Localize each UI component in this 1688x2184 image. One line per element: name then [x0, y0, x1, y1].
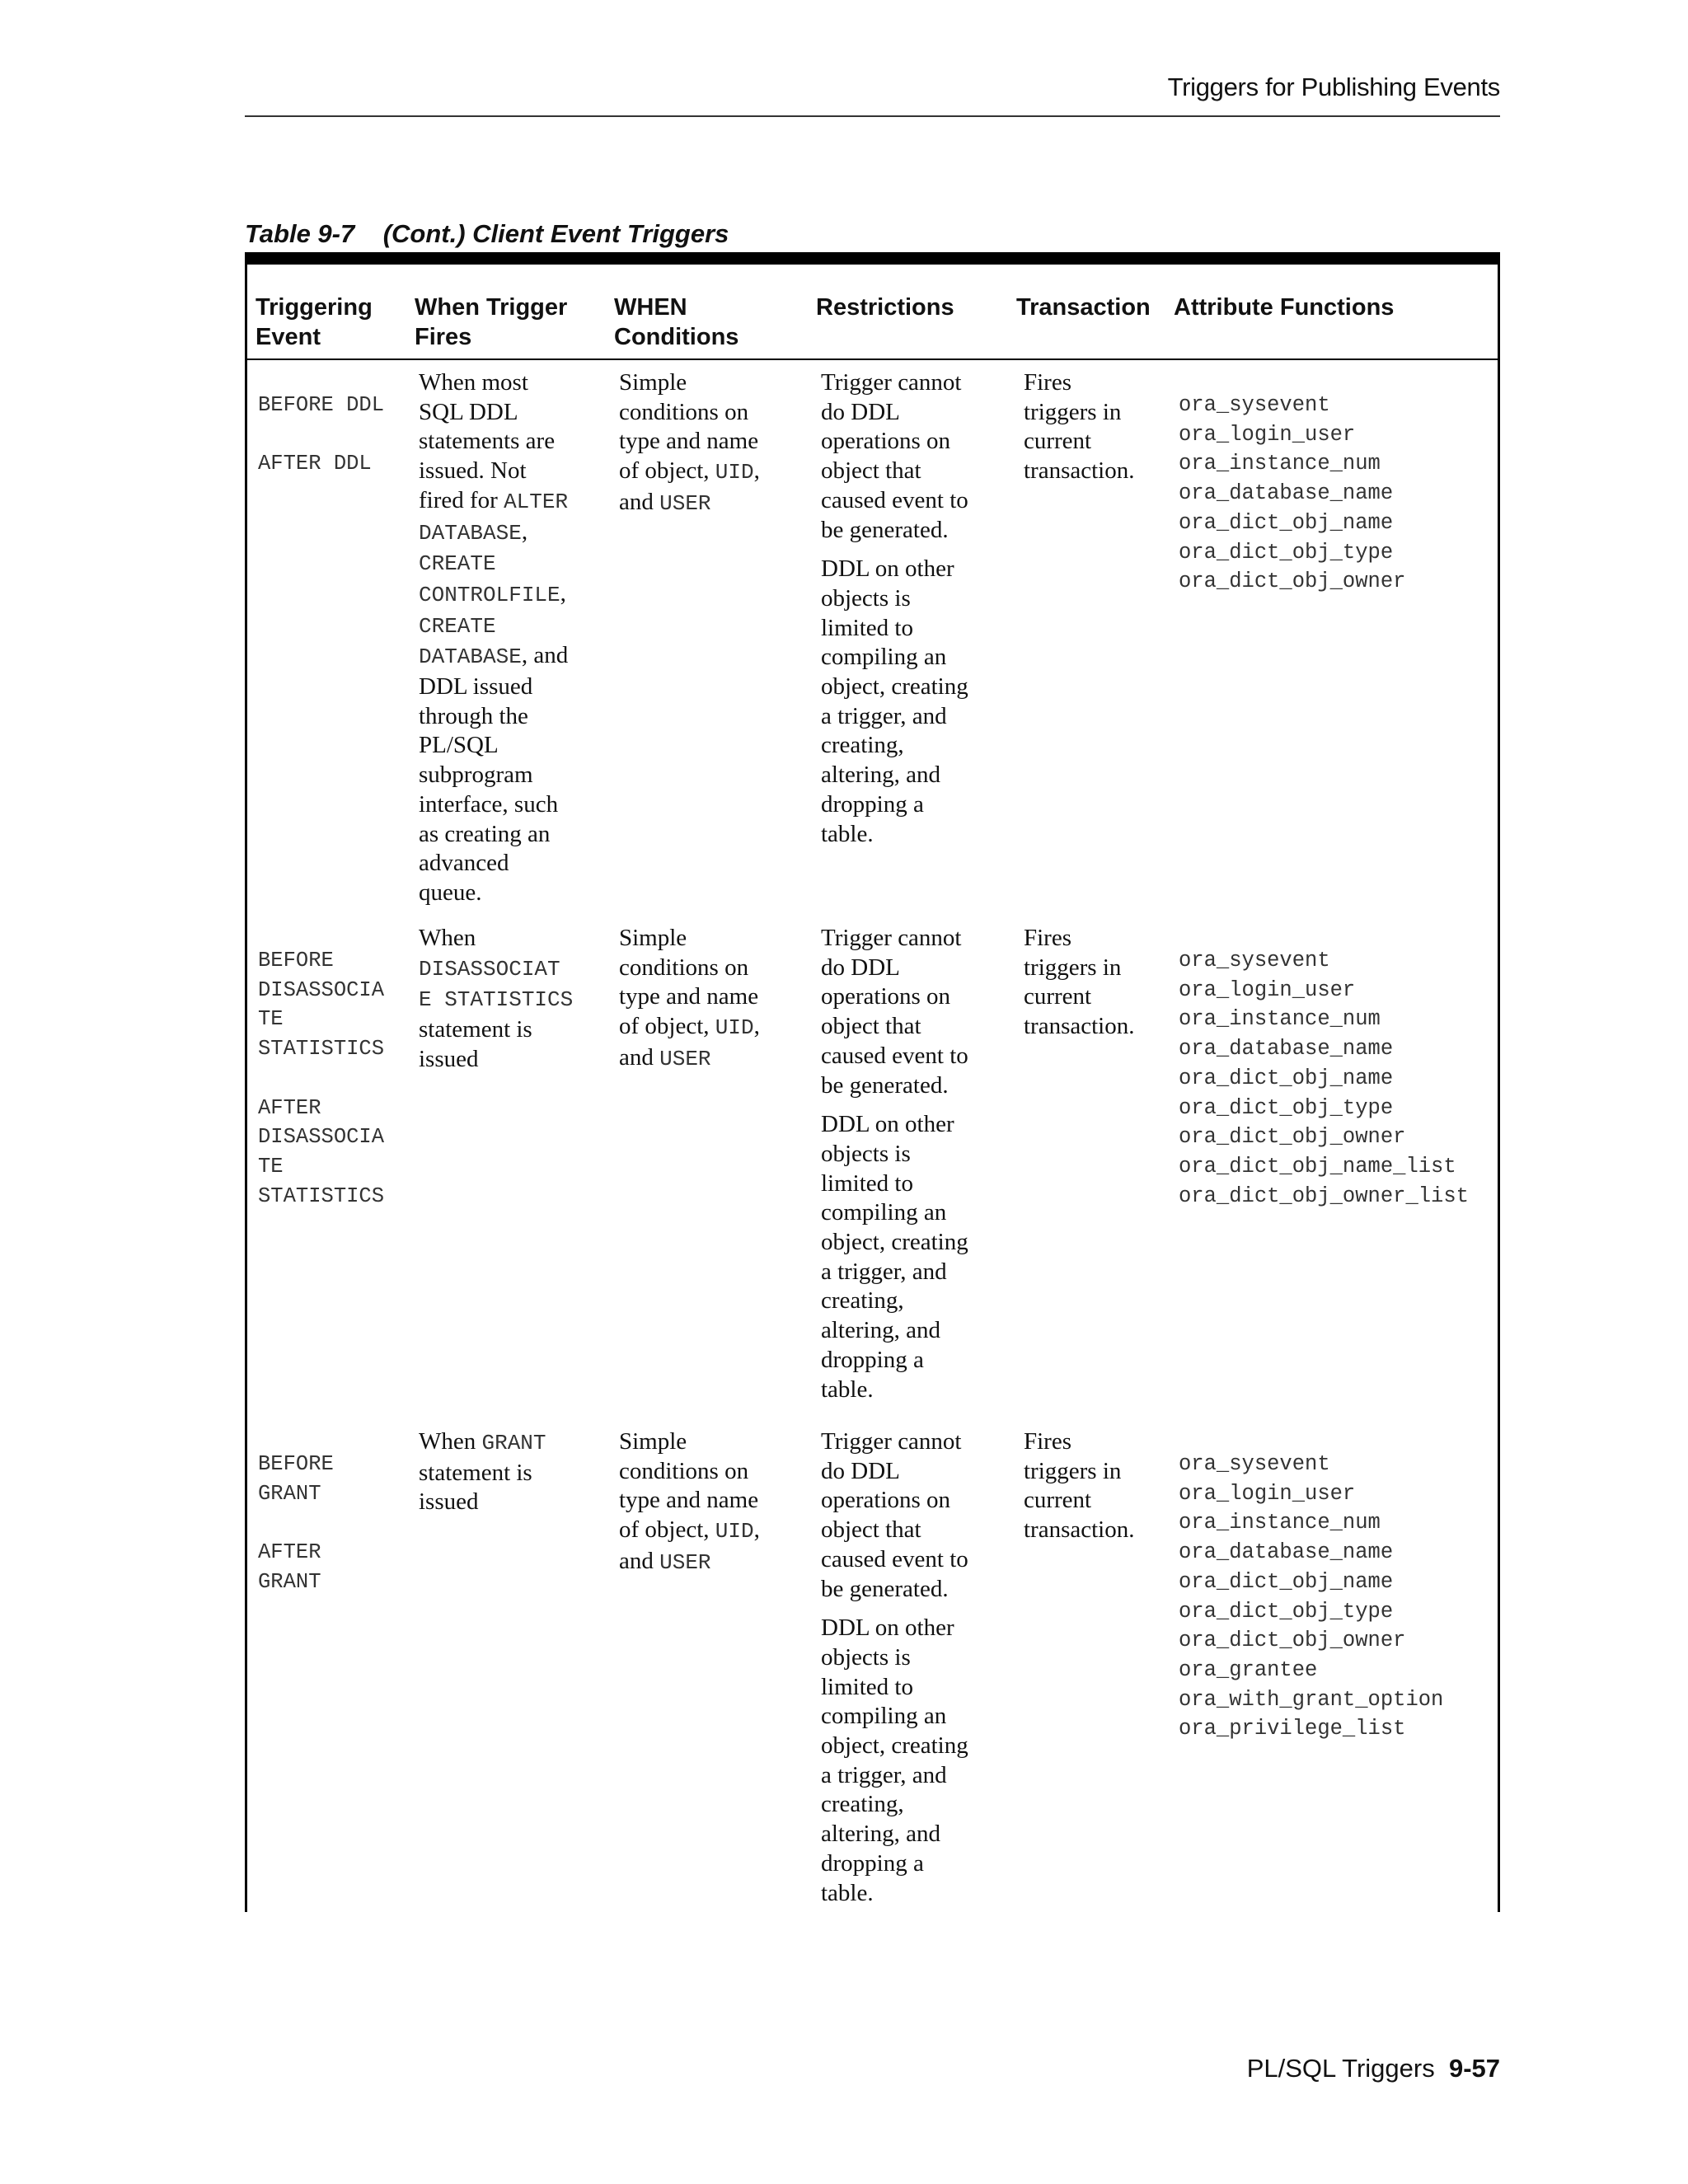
restriction-line: object that — [821, 1516, 921, 1544]
cell-line — [619, 1457, 760, 1487]
text: issued. Not — [419, 457, 527, 485]
table-caption — [245, 219, 729, 249]
cell-line — [619, 488, 760, 519]
text: Simple — [619, 369, 687, 396]
restrictions-cell — [821, 368, 968, 859]
transaction-line: triggers in — [1024, 954, 1122, 981]
cell-line — [619, 457, 760, 488]
text: , — [753, 1516, 760, 1544]
text: interface, such — [419, 790, 559, 818]
restriction-line: object, creating — [821, 1732, 968, 1760]
attribute-function-name: ora_login_user — [1179, 422, 1356, 447]
table-title: (Cont.) Client Event Triggers — [382, 219, 729, 248]
col-header-transaction: Transaction — [1016, 294, 1151, 321]
attribute-function-name: ora_dict_obj_owner — [1179, 569, 1406, 594]
text: type and name — [619, 428, 759, 455]
event-name: DISASSOCIA — [258, 977, 385, 1002]
triggering-event-cell — [258, 391, 384, 479]
text: PL/SQL — [419, 732, 499, 759]
cell-line — [619, 427, 760, 457]
restriction-line: operations on — [821, 1487, 951, 1514]
code-text: DATABASE — [419, 644, 522, 670]
triggering-event-cell — [258, 1450, 334, 1597]
text: statements are — [419, 428, 556, 455]
restriction-line: objects is — [821, 1140, 911, 1167]
when-conditions-cell — [619, 368, 760, 519]
event-name: TE — [258, 1154, 284, 1179]
restriction-line: compiling an — [821, 644, 947, 671]
text: , — [753, 1013, 760, 1040]
event-name: DISASSOCIA — [258, 1125, 385, 1150]
attribute-function-name: ora_instance_num — [1179, 1511, 1381, 1535]
page-footer — [245, 2054, 1500, 2083]
cell-line — [419, 984, 573, 1015]
restriction-line: limited to — [821, 1673, 913, 1700]
event-name: GRANT — [258, 1481, 321, 1506]
restriction-line: limited to — [821, 1169, 913, 1197]
text: , — [560, 579, 566, 607]
text: advanced — [419, 850, 509, 877]
text: issued — [419, 1488, 479, 1516]
code-text: GRANT — [481, 1431, 546, 1455]
restriction-paragraph — [821, 924, 968, 1100]
restriction-line: object, creating — [821, 673, 968, 701]
attribute-function-name: ora_database_name — [1179, 1037, 1394, 1062]
restriction-line: be generated. — [821, 1071, 949, 1099]
restriction-line: a trigger, and — [821, 1258, 947, 1285]
restriction-line: operations on — [821, 428, 951, 455]
cell-line — [419, 790, 568, 820]
restriction-line: caused event to — [821, 1042, 968, 1069]
restriction-line: caused event to — [821, 1545, 968, 1572]
restriction-line: Trigger cannot — [821, 369, 962, 396]
attribute-function-name: ora_instance_num — [1179, 1007, 1381, 1032]
code-text: ALTER — [504, 489, 569, 514]
attribute-function-name: ora_dict_obj_name_list — [1179, 1154, 1456, 1179]
cell-line — [419, 924, 573, 954]
text: , — [753, 457, 760, 485]
triggering-event-cell — [258, 946, 384, 1211]
attribute-function-name: ora_dict_obj_owner_list — [1179, 1183, 1469, 1208]
text: subprogram — [419, 762, 533, 789]
restriction-line: object that — [821, 1013, 921, 1040]
attribute-function-name: ora_instance_num — [1179, 452, 1381, 476]
cell-line — [419, 820, 568, 850]
event-name: GRANT — [258, 1569, 321, 1594]
text: through the — [419, 702, 528, 729]
event-name: BEFORE DDL — [258, 393, 385, 417]
transaction-line: current — [1024, 983, 1092, 1010]
text: When — [419, 1428, 482, 1455]
when-trigger-fires-cell — [419, 1427, 546, 1517]
attribute-function-name: ora_sysevent — [1179, 1452, 1330, 1476]
attribute-functions-cell — [1179, 946, 1469, 1211]
restriction-line: DDL on other — [821, 1111, 954, 1138]
col-header-when-trigger-fires: When Trigger Fires — [415, 294, 568, 350]
cell-line — [619, 1547, 760, 1578]
text: SQL DDL — [419, 398, 518, 425]
cell-line — [419, 611, 568, 642]
text: Simple — [619, 925, 687, 951]
text: conditions on — [619, 954, 749, 981]
text: When — [419, 925, 476, 951]
restriction-line: table. — [821, 1376, 874, 1403]
restriction-line: creating, — [821, 1791, 904, 1818]
text: and — [619, 1547, 660, 1574]
event-name: BEFORE — [258, 1452, 334, 1476]
cell-line — [419, 641, 568, 673]
event-name: STATISTICS — [258, 1037, 385, 1062]
restriction-line: altering, and — [821, 1821, 940, 1848]
restriction-line: altering, and — [821, 762, 940, 789]
cell-line — [419, 518, 568, 549]
transaction-line: current — [1024, 1487, 1092, 1514]
cell-line — [419, 673, 568, 702]
text: , — [521, 518, 528, 545]
transaction-line: transaction. — [1024, 1516, 1135, 1544]
when-conditions-cell — [619, 924, 760, 1075]
cell-line — [419, 579, 568, 611]
transaction-line: Fires — [1024, 369, 1071, 396]
attribute-functions-cell — [1179, 391, 1405, 597]
restriction-paragraph — [821, 368, 968, 545]
text: type and name — [619, 983, 759, 1010]
cell-line — [619, 954, 760, 983]
transaction-line: current — [1024, 428, 1092, 455]
code-text: USER — [659, 1549, 711, 1575]
cell-line — [419, 879, 568, 908]
client-event-triggers-table — [245, 252, 1500, 1912]
cell-line — [419, 486, 568, 518]
attribute-function-name: ora_database_name — [1179, 1540, 1394, 1565]
restriction-line: object that — [821, 457, 921, 485]
running-header: Triggers for Publishing Events — [1167, 73, 1500, 101]
cell-line — [419, 1459, 546, 1488]
text: of object, — [619, 1516, 715, 1544]
text: DDL issued — [419, 673, 533, 701]
transaction-cell — [1024, 1427, 1134, 1545]
restriction-line: dropping a — [821, 1346, 924, 1373]
restriction-line: do DDL — [821, 398, 900, 425]
restriction-line: a trigger, and — [821, 702, 947, 729]
col-header-attribute-functions: Attribute Functions — [1174, 294, 1395, 321]
text: Simple — [619, 1428, 687, 1455]
transaction-cell — [1024, 924, 1134, 1042]
attribute-function-name: ora_dict_obj_name — [1179, 1569, 1394, 1594]
text: of object, — [619, 457, 715, 485]
restriction-line: objects is — [821, 1643, 911, 1671]
restriction-line: do DDL — [821, 1457, 900, 1484]
code-text: CONTROLFILE — [419, 582, 560, 607]
code-text: DISASSOCIAT — [419, 956, 560, 982]
restriction-line: creating, — [821, 1287, 904, 1315]
code-text: UID — [715, 1519, 754, 1544]
restriction-line: operations on — [821, 983, 951, 1010]
cell-line — [619, 1486, 760, 1516]
attribute-function-name: ora_dict_obj_name — [1179, 510, 1394, 535]
cell-line — [419, 398, 568, 428]
code-text: DATABASE — [419, 520, 522, 546]
restriction-line: a trigger, and — [821, 1761, 947, 1788]
footer-chapter: PL/SQL Triggers — [1246, 2054, 1435, 2083]
restrictions-cell — [821, 1427, 968, 1918]
code-text: UID — [715, 1015, 754, 1041]
text: statement is — [419, 1459, 532, 1486]
restriction-line: dropping a — [821, 1849, 924, 1877]
restriction-line: Trigger cannot — [821, 1428, 962, 1455]
cell-line — [419, 427, 568, 457]
text: and — [619, 1043, 660, 1071]
table-number: Table 9-7 — [245, 219, 355, 248]
text: queue. — [419, 879, 482, 906]
when-trigger-fires-cell — [419, 924, 573, 1075]
text: statement is — [419, 1016, 532, 1043]
attribute-function-name: ora_login_user — [1179, 977, 1356, 1002]
restriction-line: DDL on other — [821, 1615, 954, 1642]
restriction-line: dropping a — [821, 790, 924, 818]
attribute-function-name: ora_with_grant_option — [1179, 1687, 1444, 1712]
restriction-line: do DDL — [821, 954, 900, 981]
transaction-line: transaction. — [1024, 1013, 1135, 1040]
header-rule — [245, 115, 1500, 117]
restriction-line: table. — [821, 1879, 874, 1906]
cell-line — [419, 1488, 546, 1517]
code-text: UID — [715, 460, 754, 485]
attribute-function-name: ora_privilege_list — [1179, 1717, 1406, 1741]
text: as creating an — [419, 820, 551, 847]
attribute-function-name: ora_dict_obj_type — [1179, 1599, 1394, 1624]
text: conditions on — [619, 398, 749, 425]
restriction-line: object, creating — [821, 1229, 968, 1256]
attribute-function-name: ora_login_user — [1179, 1481, 1356, 1506]
cell-line — [619, 1043, 760, 1075]
transaction-line: Fires — [1024, 925, 1071, 951]
cell-line — [619, 398, 760, 428]
text: When most — [419, 369, 528, 396]
when-conditions-cell — [619, 1427, 760, 1578]
restriction-paragraph — [821, 1614, 968, 1908]
restriction-line: compiling an — [821, 1199, 947, 1226]
cell-line — [419, 1045, 573, 1075]
event-spacer — [258, 420, 384, 450]
transaction-line: triggers in — [1024, 398, 1122, 425]
transaction-line: transaction. — [1024, 457, 1135, 485]
transaction-cell — [1024, 368, 1134, 486]
attribute-function-name: ora_grantee — [1179, 1657, 1318, 1682]
restriction-line: altering, and — [821, 1317, 940, 1344]
cell-line — [619, 1427, 760, 1457]
cell-line — [619, 1012, 760, 1043]
text: of object, — [619, 1013, 715, 1040]
attribute-function-name: ora_dict_obj_owner — [1179, 1629, 1406, 1653]
restriction-line: caused event to — [821, 486, 968, 513]
cell-line — [619, 982, 760, 1012]
code-text: CREATE — [419, 551, 496, 577]
restriction-line: limited to — [821, 614, 913, 641]
text: , and — [521, 642, 569, 669]
restriction-line: creating, — [821, 732, 904, 759]
attribute-function-name: ora_dict_obj_type — [1179, 1095, 1394, 1120]
code-text: USER — [659, 490, 711, 516]
restriction-line: be generated. — [821, 516, 949, 543]
attribute-function-name: ora_dict_obj_type — [1179, 540, 1394, 565]
event-name: STATISTICS — [258, 1183, 385, 1208]
event-spacer — [258, 1064, 384, 1094]
transaction-line: triggers in — [1024, 1457, 1122, 1484]
restriction-line: Trigger cannot — [821, 925, 962, 951]
col-header-when-conditions: WHEN Conditions — [614, 294, 739, 350]
restriction-paragraph — [821, 1427, 968, 1604]
when-trigger-fires-cell — [419, 368, 568, 908]
restriction-line: objects is — [821, 584, 911, 612]
event-name: BEFORE — [258, 949, 334, 972]
attribute-functions-cell — [1179, 1450, 1443, 1744]
text: and — [619, 488, 660, 515]
text: fired for — [419, 486, 504, 513]
cell-line — [419, 457, 568, 486]
code-text: CREATE — [419, 613, 496, 639]
cell-line — [419, 731, 568, 761]
restriction-line: compiling an — [821, 1703, 947, 1730]
restriction-line: DDL on other — [821, 555, 954, 583]
col-header-restrictions: Restrictions — [816, 294, 954, 321]
event-spacer — [258, 1508, 334, 1538]
cell-line — [419, 954, 573, 985]
attribute-function-name: ora_dict_obj_owner — [1179, 1125, 1406, 1150]
restriction-paragraph — [821, 1110, 968, 1404]
text: type and name — [619, 1487, 759, 1514]
restriction-line: table. — [821, 820, 874, 847]
code-text: E STATISTICS — [419, 987, 574, 1013]
cell-line — [619, 1516, 760, 1547]
attribute-function-name: ora_sysevent — [1179, 949, 1330, 972]
text: conditions on — [619, 1457, 749, 1484]
transaction-line: Fires — [1024, 1428, 1071, 1455]
cell-line — [419, 702, 568, 732]
page-number: 9-57 — [1448, 2054, 1500, 2083]
event-name: AFTER — [258, 1095, 321, 1120]
cell-line — [419, 368, 568, 398]
restriction-line: be generated. — [821, 1575, 949, 1602]
code-text: USER — [659, 1046, 711, 1071]
cell-line — [419, 761, 568, 790]
event-name: AFTER DDL — [258, 452, 372, 476]
cell-line — [619, 924, 760, 954]
cell-line — [419, 1015, 573, 1045]
table-header-row — [247, 265, 1498, 360]
cell-line — [419, 1427, 546, 1459]
restriction-paragraph — [821, 555, 968, 849]
col-header-triggering-event: Triggering Event — [256, 294, 373, 350]
event-name: AFTER — [258, 1540, 321, 1565]
event-name: TE — [258, 1007, 284, 1032]
attribute-function-name: ora_dict_obj_name — [1179, 1066, 1394, 1090]
text: issued — [419, 1045, 479, 1072]
restrictions-cell — [821, 924, 968, 1414]
cell-line — [419, 849, 568, 879]
cell-line — [419, 548, 568, 579]
attribute-function-name: ora_database_name — [1179, 481, 1394, 506]
attribute-function-name: ora_sysevent — [1179, 393, 1330, 417]
cell-line — [619, 368, 760, 398]
